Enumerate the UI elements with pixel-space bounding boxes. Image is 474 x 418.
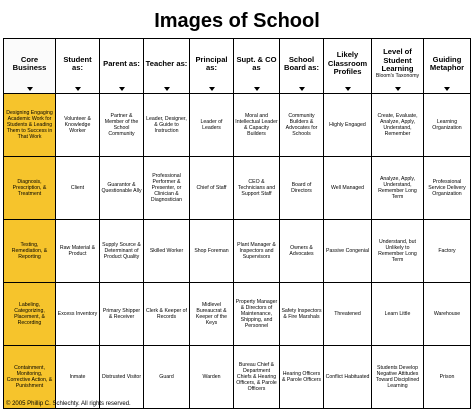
table-cell: Leader of Leaders (190, 94, 234, 157)
table-cell: Midlevel Bureaucrat & Keeper of the Keys (190, 283, 234, 346)
down-arrow-icon (299, 87, 305, 91)
table-cell: Understand, but Unlikely to Remember Long Term (372, 220, 424, 283)
down-arrow-icon (164, 87, 170, 91)
down-arrow-icon (345, 87, 351, 91)
table-cell: Chief of Staff (190, 157, 234, 220)
table-cell: Guard (144, 346, 190, 409)
table-cell: Professional Performer & Presenter, or Clinician & Diagnostician (144, 157, 190, 220)
table-cell: Highly Engaged (324, 94, 372, 157)
table-cell: Guarantor & Questionable Ally (100, 157, 144, 220)
table-cell: Warehouse (424, 283, 471, 346)
table-cell: Warden (190, 346, 234, 409)
table-cell: Learn Little (372, 283, 424, 346)
table-cell: Testing, Remediation, & Reporting (4, 220, 56, 283)
table-cell: Students Develop Negative Attitudes Toward Disciplined Learning (372, 346, 424, 409)
table-cell: Labeling, Categorizing, Placement, & Recording (4, 283, 56, 346)
header-guiding-metaphor: Guiding Metaphor (424, 39, 471, 94)
table-cell: Board of Directors (280, 157, 324, 220)
header-classroom-profiles: Likely Classroom Profiles (324, 39, 372, 94)
table-cell: Plant Manager & Inspectors and Supervisors (234, 220, 280, 283)
table-cell: Create, Evaluate, Analyze, Apply, Understand, Remember (372, 94, 424, 157)
header-student-learning: Level of Student Learning Bloom's Taxonomy (372, 39, 424, 94)
header-principal: Principal as: (190, 39, 234, 94)
down-arrow-icon (119, 87, 125, 91)
table-cell: Primary Shipper & Receiver (100, 283, 144, 346)
table-cell: Conflict Habituated (324, 346, 372, 409)
table-cell: Supply Source & Determinant of Product Quality (100, 220, 144, 283)
header-student: Student as: (56, 39, 100, 94)
table-cell: Raw Material & Product (56, 220, 100, 283)
table-cell: Containment, Monitoring, Corrective Action, & Punishment (4, 346, 56, 409)
table-row (4, 283, 471, 346)
table-cell: Factory (424, 220, 471, 283)
table-row (4, 220, 471, 283)
table-cell: Well Managed (324, 157, 372, 220)
table-cell: Owners & Advocates (280, 220, 324, 283)
table-cell: Excess Inventory (56, 283, 100, 346)
table-cell: Analyze, Apply, Understand, Remember Long Term (372, 157, 424, 220)
down-arrow-icon (209, 87, 215, 91)
table-cell: Learning Organization (424, 94, 471, 157)
table-cell: Distrusted Visitor (100, 346, 144, 409)
down-arrow-icon (27, 87, 33, 91)
header-row (4, 39, 471, 94)
down-arrow-icon (395, 87, 401, 91)
table-cell: Community Builders & Advocates for Schools (280, 94, 324, 157)
table-cell: Moral and Intellectual Leader & Capacity Builders (234, 94, 280, 157)
table-cell: Passive Congenial (324, 220, 372, 283)
table-cell: Designing Engaging Academic Work for Students & Leading Them to Success in That Work (4, 94, 56, 157)
table-cell: Diagnosis, Prescription, & Treatment (4, 157, 56, 220)
header-teacher: Teacher as: (144, 39, 190, 94)
down-arrow-icon (254, 87, 260, 91)
table-row (4, 94, 471, 157)
images-of-school-table (3, 38, 471, 409)
table-cell: Clerk & Keeper of Records (144, 283, 190, 346)
table-cell: CEO & Technicians and Support Staff (234, 157, 280, 220)
table-cell: Professional Service Delivery Organization (424, 157, 471, 220)
table-cell: Safety Inspectors & Fire Marshals (280, 283, 324, 346)
header-school-board: School Board as: (280, 39, 324, 94)
table-cell: Shop Foreman (190, 220, 234, 283)
page-title: Images of School (154, 10, 320, 32)
header-supt-co: Supt. & CO as (234, 39, 280, 94)
down-arrow-icon (75, 87, 81, 91)
table-cell: Hearing Officers & Parole Officers (280, 346, 324, 409)
copyright-footer: © 2005 Phillip C. Schlechty. All rights reserved. (6, 401, 131, 407)
header-core-business: Core Business (4, 39, 56, 94)
table-row (4, 157, 471, 220)
down-arrow-icon (444, 87, 450, 91)
table-cell: Volunteer & Knowledge Worker (56, 94, 100, 157)
table-cell: Inmate (56, 346, 100, 409)
table-cell: Bureau Chief & Department Chiefs & Hearing Officers, & Parole Officers (234, 346, 280, 409)
table-cell: Partner & Member of the School Community (100, 94, 144, 157)
table-cell: Leader, Designer, & Guide to Instruction (144, 94, 190, 157)
table-cell: Threatened (324, 283, 372, 346)
table-cell: Property Manager & Directors of Maintenance, Shipping, and Personnel (234, 283, 280, 346)
table-cell: Prison (424, 346, 471, 409)
table-row (4, 346, 471, 409)
table-cell: Client (56, 157, 100, 220)
table-cell: Skilled Worker (144, 220, 190, 283)
header-parent: Parent as: (100, 39, 144, 94)
